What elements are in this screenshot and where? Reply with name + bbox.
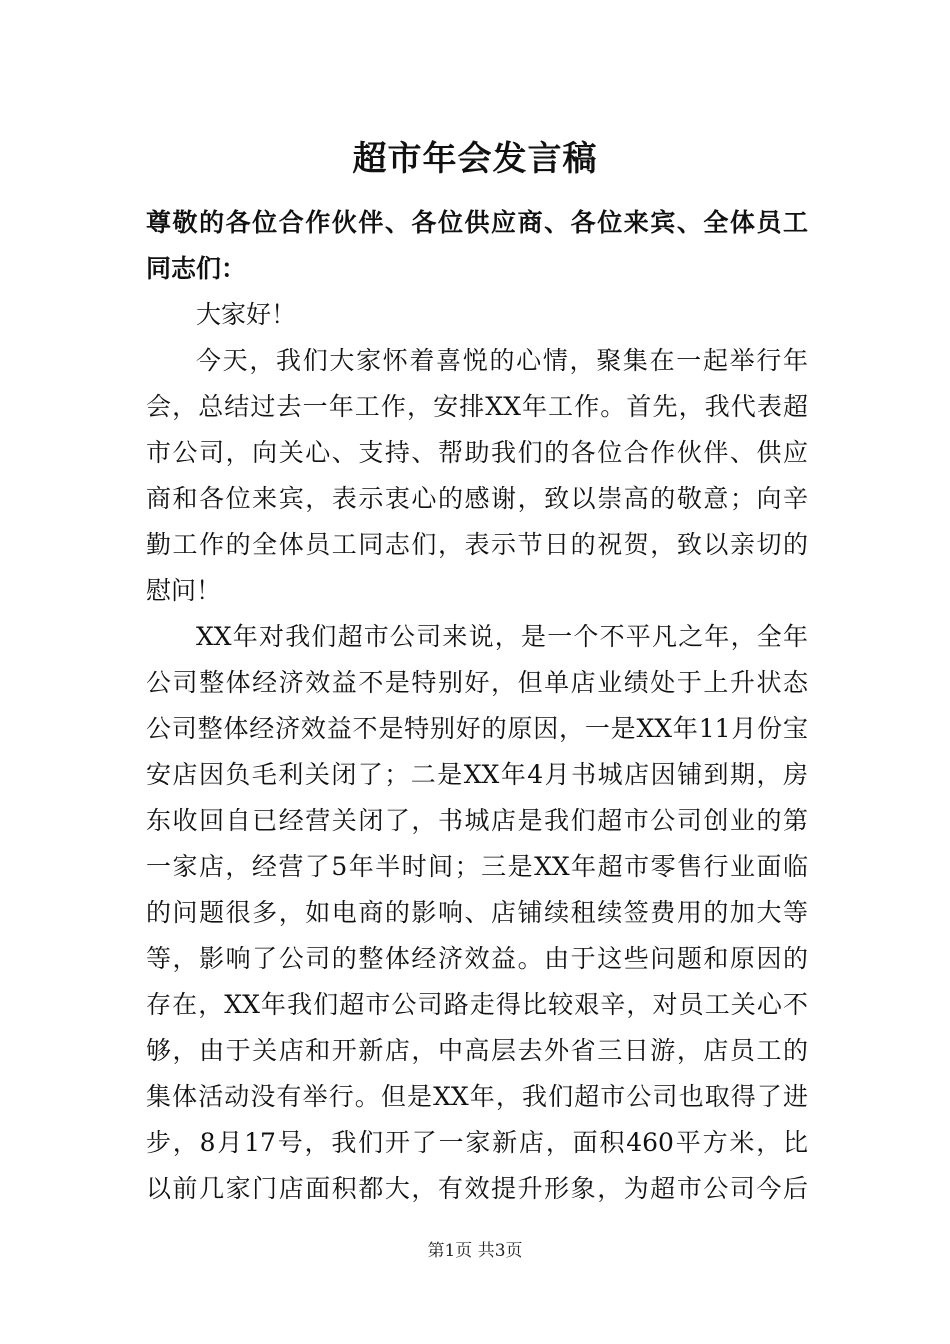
paragraph-line: 今天，我们大家怀着喜悦的心情，聚集在一起举行年: [196, 346, 808, 375]
paragraph-line: 一家店，经营了5年半时间；三是XX年超市零售行业面临: [146, 852, 808, 881]
paragraph-review: [146, 614, 808, 1212]
salutation-line: 尊敬的各位合作伙伴、各位供应商、各位来宾、全体员工: [146, 208, 808, 237]
paragraph-line: 以前几家门店面积都大，有效提升形象，为超市公司今后: [146, 1174, 808, 1203]
salutation: [146, 200, 808, 292]
paragraph-greeting: [146, 292, 808, 338]
paragraph-line: 东收回自已经营关闭了，书城店是我们超市公司创业的第: [146, 806, 808, 835]
paragraph-line: 安店因负毛利关闭了；二是XX年4月书城店因铺到期，房: [146, 760, 808, 789]
document-body: [146, 200, 808, 1212]
paragraph-line: 公司整体经济效益不是特别好的原因，一是XX年11月份宝: [146, 714, 808, 743]
paragraph-line: 公司整体经济效益不是特别好，但单店业绩处于上升状态: [146, 668, 808, 697]
paragraph-line: 商和各位来宾，表示衷心的感谢，致以崇高的敬意；向辛: [146, 484, 808, 513]
paragraph-line: 会，总结过去一年工作，安排XX年工作。首先，我代表超: [146, 392, 808, 421]
paragraph-line: 等，影响了公司的整体经济效益。由于这些问题和原因的: [146, 944, 808, 973]
paragraph-line: 够，由于关店和开新店，中高层去外省三日游，店员工的: [146, 1036, 808, 1065]
paragraph-line: 集体活动没有举行。但是XX年，我们超市公司也取得了进: [146, 1082, 808, 1111]
paragraph-line: 慰问！: [146, 576, 222, 605]
paragraph-line: 的问题很多，如电商的影响、店铺续租续签费用的加大等: [146, 898, 808, 927]
paragraph-line: 存在，XX年我们超市公司路走得比较艰辛，对员工关心不: [146, 990, 808, 1019]
paragraph-line: 大家好！: [196, 300, 297, 329]
salutation-line: 同志们：: [146, 254, 247, 283]
paragraph-line: 勤工作的全体员工同志们，表示节日的祝贺，致以亲切的: [146, 530, 808, 559]
paragraph-line: 市公司，向关心、支持、帮助我们的各位合作伙伴、供应: [146, 438, 808, 467]
paragraph-line: XX年对我们超市公司来说，是一个不平凡之年，全年: [196, 622, 808, 651]
paragraph-line: 步，8月17号，我们开了一家新店，面积460平方米，比: [146, 1128, 808, 1157]
paragraph-opening: [146, 338, 808, 614]
document-title: 超市年会发言稿: [352, 139, 598, 179]
page-number-footer: 第1页 共3页: [427, 1241, 523, 1261]
